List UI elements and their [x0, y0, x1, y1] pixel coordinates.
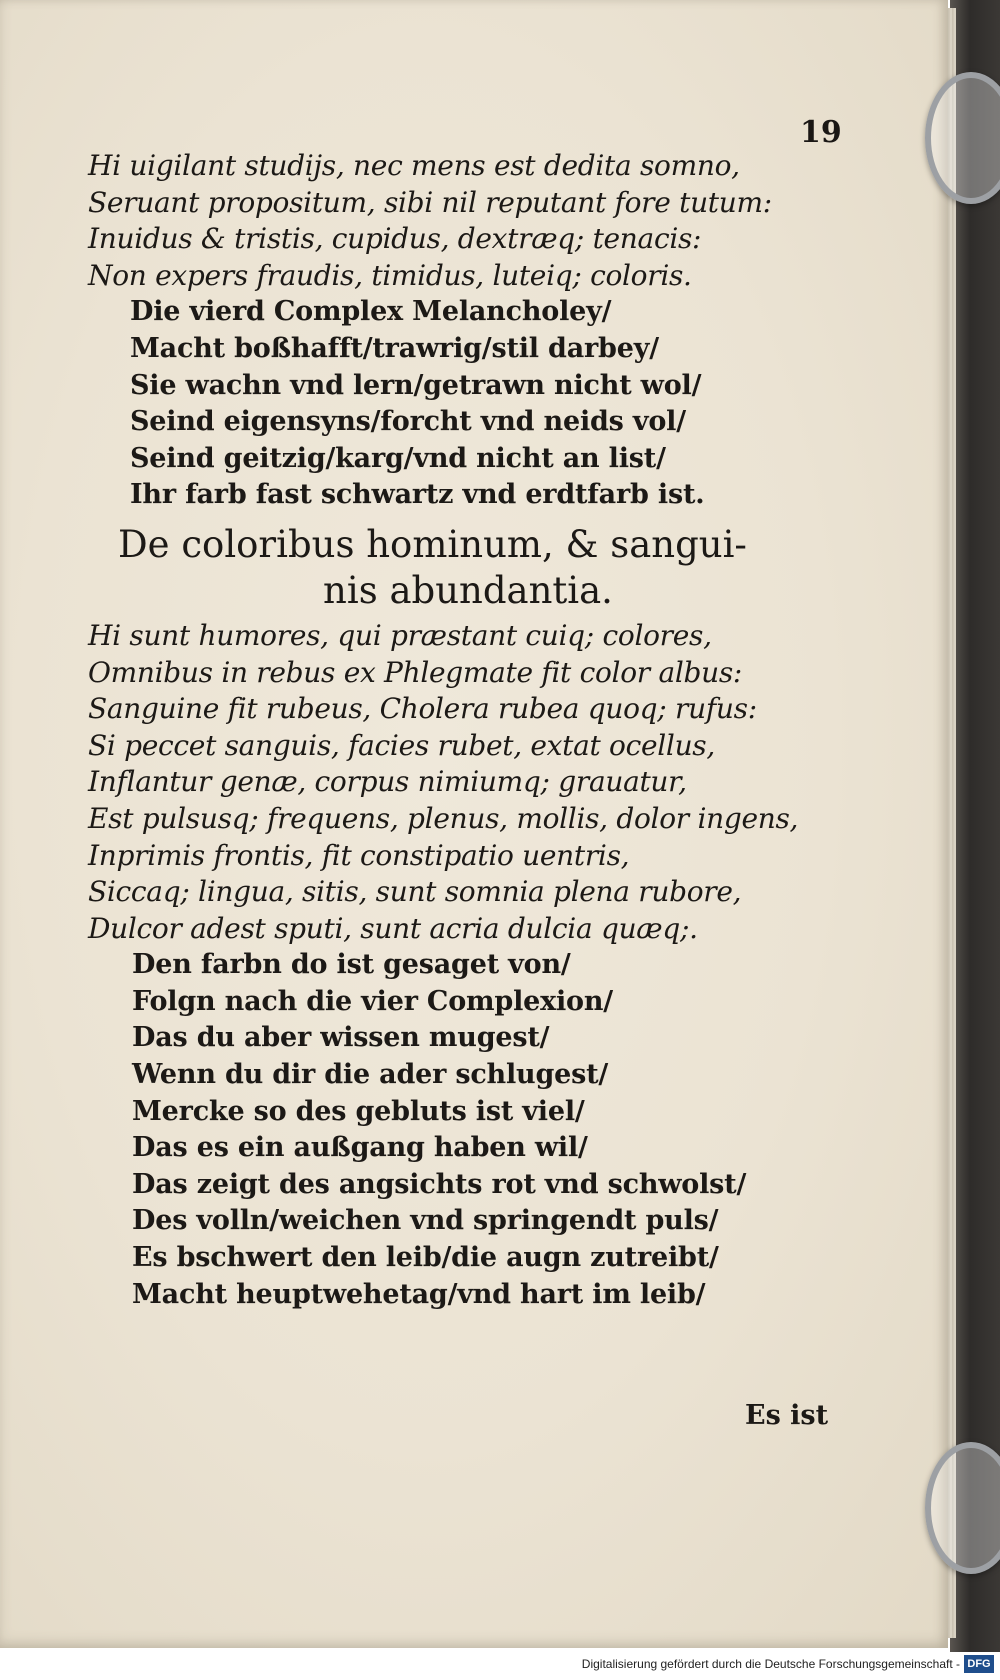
footer-credit: Digitalisierung gefördert durch die Deutsche Forschungsgemeinschaft -: [581, 1657, 960, 1671]
german-verse-line: Ihr farb fast schwartz vnd erdtfarb ist.: [130, 479, 705, 511]
german-verse-line: Mercke so des gebluts ist viel/: [132, 1095, 585, 1127]
german-verse-line: Es bschwert den leib/die augn zutreibt/: [132, 1242, 719, 1274]
latin-verse-line: Est pulsusq; frequens, plenus, mollis, dolor ingens,: [88, 801, 799, 835]
german-verse-block-2: [88, 947, 848, 1313]
dfg-logo: DFG: [964, 1655, 994, 1673]
latin-verse-line: Inuidus & tristis, cupidus, dextræq; tenacis:: [88, 222, 702, 256]
latin-verse-line: Inprimis frontis, fit constipatio uentris,: [88, 838, 630, 872]
section-heading-line-1: De coloribus hominum, & sangui-: [118, 522, 747, 566]
german-verse-line: Seind eigensyns/forcht vnd neids vol/: [130, 406, 686, 438]
latin-verse-line: Si peccet sanguis, facies rubet, extat ocellus,: [88, 728, 715, 762]
german-verse-line: Macht heuptwehetag/vnd hart im leib/: [132, 1278, 706, 1310]
latin-verse-line: Hi uigilant studijs, nec mens est dedita somno,: [88, 149, 740, 182]
latin-verse-block-1: [88, 148, 848, 294]
german-verse-line: Macht boßhafft/trawrig/stil darbey/: [130, 332, 659, 364]
latin-verse-line: Dulcor adest sputi, sunt acria dulcia quæq;.: [88, 911, 698, 945]
german-verse-line: Des volln/weichen vnd springendt puls/: [132, 1205, 719, 1237]
latin-verse-line: Seruant propositum, sibi nil reputant fore tutum:: [88, 185, 772, 219]
german-verse-line: Folgn nach die vier Complexion/: [132, 985, 613, 1017]
latin-verse-block-2: [88, 618, 848, 947]
german-verse-line: Das du aber wissen mugest/: [132, 1022, 550, 1054]
latin-verse-line: Siccaq; lingua, sitis, sunt somnia plena rubore,: [88, 875, 742, 909]
latin-verse-line: Hi sunt humores, qui præstant cuiq; colores,: [88, 618, 712, 652]
german-verse-line: Die vierd Complex Melancholey/: [130, 296, 612, 328]
digitization-footer: [0, 1652, 1000, 1680]
book-edge: [950, 0, 1000, 1680]
german-verse-line: Seind geitzig/karg/vnd nicht an list/: [130, 442, 666, 474]
german-verse-line: Das es ein außgang haben wil/: [132, 1132, 588, 1164]
latin-verse-line: Sanguine fit rubeus, Cholera rubea quoq; rufus:: [88, 692, 757, 726]
german-verse-block-1: [88, 294, 848, 514]
german-verse-line: Sie wachn vnd lern/getrawn nicht wol/: [130, 369, 702, 401]
catchword: Es ist: [745, 1400, 829, 1431]
latin-verse-line: Non expers fraudis, timidus, luteiq; coloris.: [88, 258, 692, 292]
german-verse-line: Wenn du dir die ader schlugest/: [132, 1059, 609, 1091]
latin-verse-line: Omnibus in rebus ex Phlegmate fit color albus:: [88, 655, 743, 689]
page-number: 19: [800, 115, 842, 150]
page-text: [88, 148, 848, 1313]
section-heading-line-2: nis abundantia.: [323, 568, 613, 612]
german-verse-line: Das zeigt des angsichts rot vnd schwolst/: [132, 1168, 747, 1200]
german-verse-line: Den farbn do ist gesaget von/: [132, 949, 571, 981]
latin-verse-line: Inflantur genæ, corpus nimiumq; grauatur,: [88, 765, 687, 799]
